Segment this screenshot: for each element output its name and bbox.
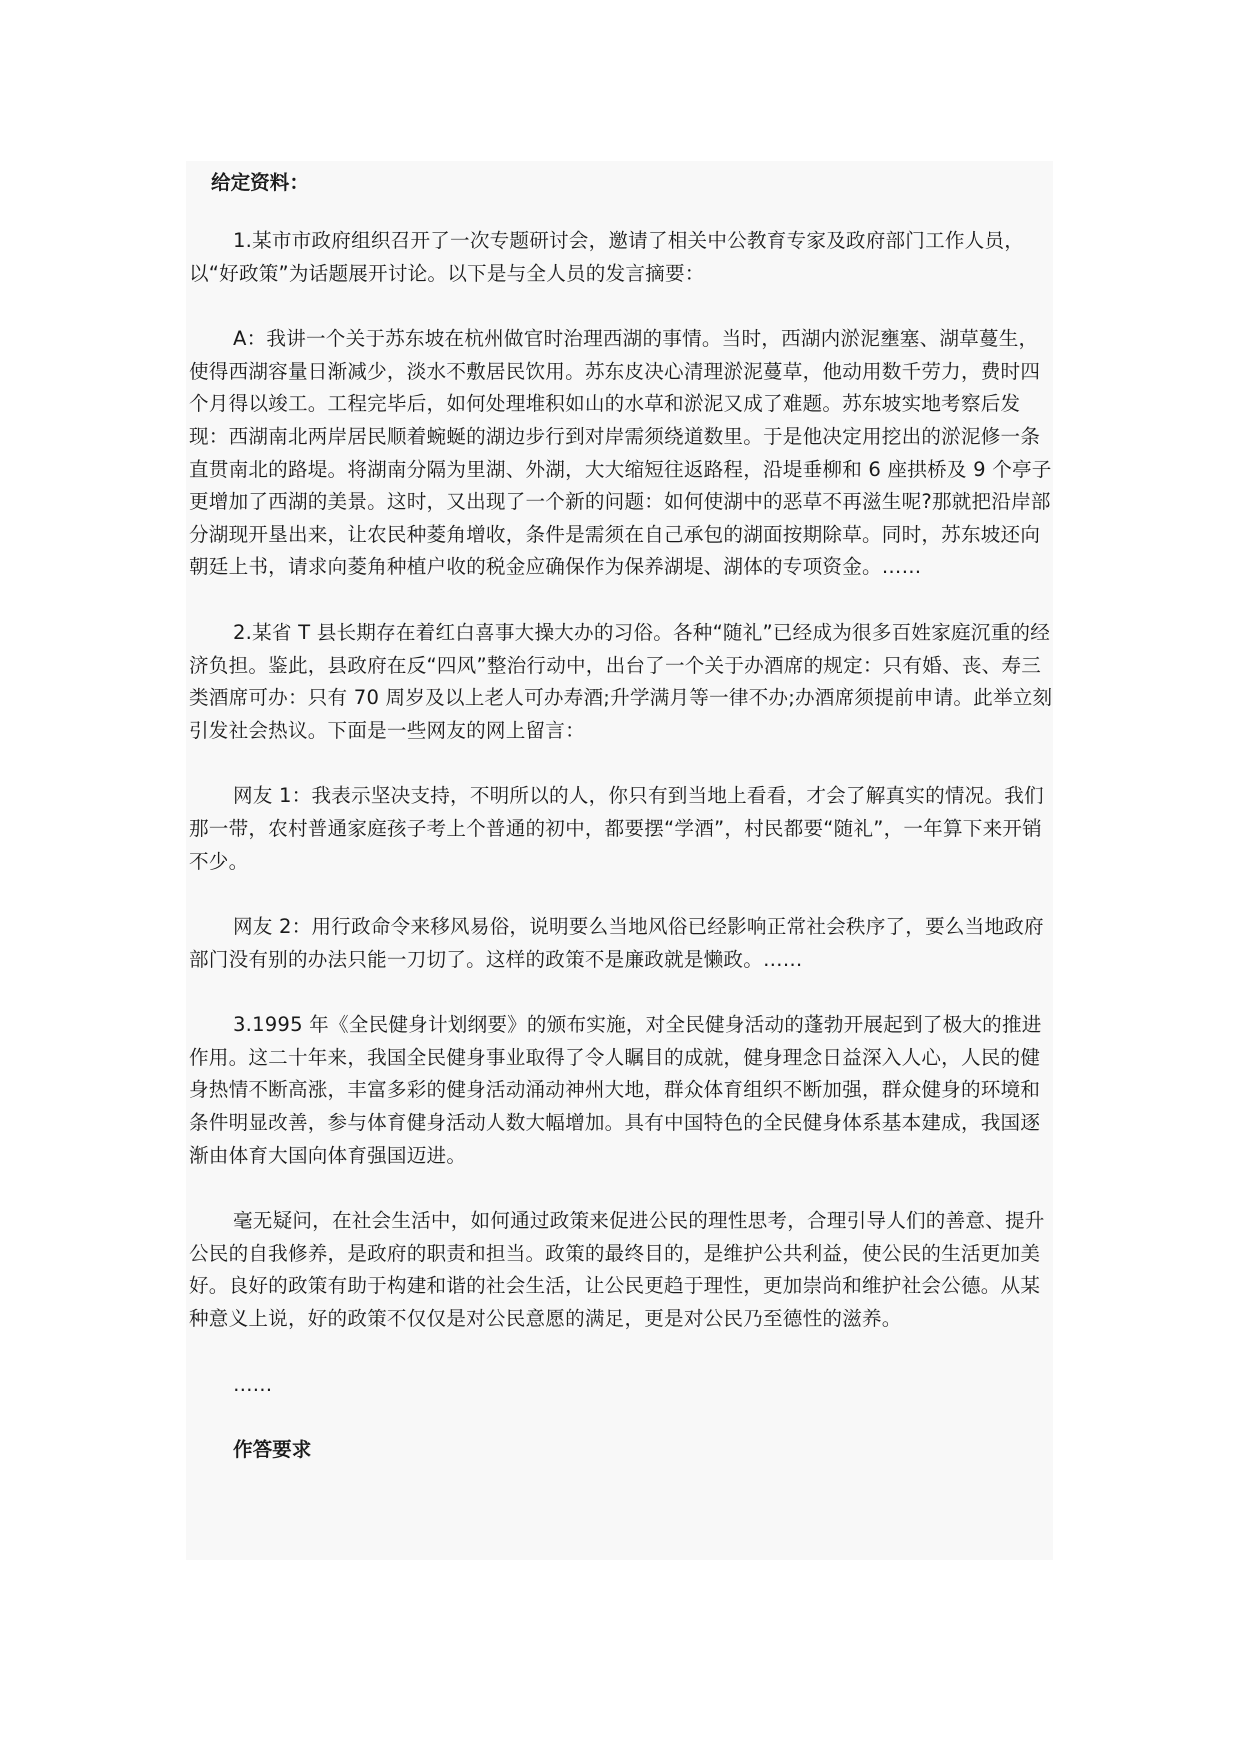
- paragraph-2-county: 2.某省 T 县长期存在着红白喜事大操大办的习俗。各种“随礼”已经成为很多百姓家庭沉重的经济负担。鉴此，县政府在反“四风”整治行动中，出台了一个关于办酒席的规定：只有婚、丧、寿三类酒席可办：只有 70 周岁及以上老人可办寿酒;升学满月等一律不办;办酒席须提前申请。此举立刻引发社会热议。下面是一些网友的网上留言：: [189, 620, 1053, 742]
- document-content: [189, 161, 1053, 1467]
- paragraph-netizen-2: 网友 2：用行政命令来移风易俗，说明要么当地风俗已经影响正常社会秩序了，要么当地政府部门没有别的办法只能一刀切了。这样的政策不是廉政就是懒政。……: [189, 915, 1044, 971]
- heading-given-materials: 给定资料：: [211, 171, 309, 194]
- heading-answer-requirements: 作答要求: [233, 1438, 312, 1462]
- ellipsis: ……: [233, 1372, 273, 1396]
- paragraph-conclusion: 毫无疑问，在社会生活中，如何通过政策来促进公民的理性思考，合理引导人们的善意、提升公民的自我修养，是政府的职责和担当。政策的最终目的，是维护公共利益，使公民的生活更加美好。良好的政策有助于构建和谐的社会生活，让公民更趋于理性，更加崇尚和维护社会公德。从某种意义上说，好的政策不仅仅是对公民意愿的满足，更是对公民乃至德性的滋养。: [189, 1209, 1045, 1331]
- paragraph-speaker-a: A：我讲一个关于苏东坡在杭州做官时治理西湖的事情。当时，西湖内淤泥壅塞、湖草蔓生，使得西湖容量日渐减少，淡水不敷居民饮用。苏东皮决心清理淤泥蔓草，他动用数千劳力，费时四个月得以竣工。工程完毕后，如何处理堆积如山的水草和淤泥又成了难题。苏东坡实地考察后发现：西湖南北两岸居民顺着蜿蜒的湖边步行到对岸需须绕道数里。于是他决定用挖出的淤泥修一条直贯南北的路堤。将湖南分隔为里湖、外湖，大大缩短往返路程，沿堤垂柳和 6 座拱桥及 9 个亭子更增加了西湖的美景。这时，又出现了一个新的问题：如何使湖中的恶草不再滋生呢?那就把沿岸部分湖现开垦出来，让农民种菱角增收，条件是需须在自己承包的湖面按期除草。同时，苏东坡还向朝廷上书，请求向菱角种植户收的税金应确保作为保养湖堤、湖体的专项资金。……: [189, 327, 1052, 579]
- paragraph-netizen-1: 网友 1：我表示坚决支持，不明所以的人，你只有到当地上看看，才会了解真实的情况。我们那一带，农村普通家庭孩子考上个普通的初中，都要摆“学酒”，村民都要“随礼”，一年算下来开销不少。: [189, 784, 1044, 873]
- paragraph-1-seminar: 1.某市市政府组织召开了一次专题研讨会，邀请了相关中公教育专家及政府部门工作人员，以“好政策”为话题展开讨论。以下是与全人员的发言摘要：: [189, 229, 1025, 285]
- paragraph-3-fitness: 3.1995 年《全民健身计划纲要》的颁布实施，对全民健身活动的蓬勃开展起到了极大的推进作用。这二十年来，我国全民健身事业取得了令人瞩目的成就，健身理念日益深入人心，人民的健身热情不断高涨，丰富多彩的健身活动涌动神州大地，群众体育组织不断加强，群众健身的环境和条件明显改善，参与体育健身活动人数大幅增加。具有中国特色的全民健身体系基本建成，我国逐渐由体育大国向体育强国迈进。: [189, 1013, 1042, 1167]
